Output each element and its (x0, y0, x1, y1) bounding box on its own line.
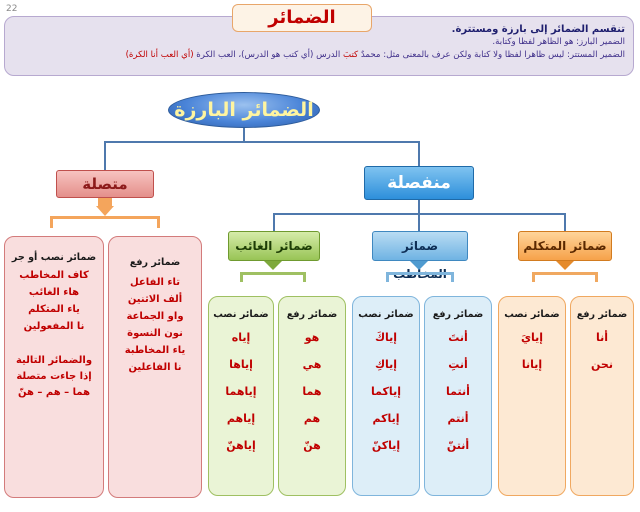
bracket-muttasila (50, 216, 160, 228)
connector-to-mukhatab (418, 213, 420, 231)
muttasila-extra-note: والضمائر التالية إذا جاءت متصلة (15, 355, 93, 382)
column-head: ضمائر نصب أو جر (11, 252, 97, 263)
list-item: إياهنّ (226, 439, 256, 452)
connector-to-ghaib (273, 213, 275, 231)
column-muttasila-raf (108, 236, 202, 498)
list-item: إياهما (225, 385, 257, 398)
column-mutakallim-raf (570, 296, 634, 496)
category-mutakallim: ضمائر المتكلم (518, 231, 612, 261)
list-item: أنتم (447, 412, 469, 425)
list-item: هي (302, 358, 322, 371)
list-item: ياء المخاطبة (124, 345, 186, 356)
category-ghaib: ضمائر الغائب (228, 231, 320, 261)
list-item: نا الفاعلين (128, 362, 182, 373)
list-item: إياها (229, 358, 253, 371)
column-head: ضمائر رفع (129, 257, 181, 268)
column-ghaib-raf (278, 296, 346, 496)
list-item: كاف المخاطب (19, 270, 89, 281)
column-head: ضمائر نصب (213, 309, 269, 320)
connector-to-muttasila (104, 141, 106, 170)
list-item: أنتِ (448, 358, 468, 371)
column-head: ضمائر رفع (432, 309, 484, 320)
bracket-mutakallim (532, 272, 598, 282)
page-number: 22 (6, 4, 18, 14)
list-item: تاء الفاعل (130, 277, 180, 288)
page-title: الضمائر (232, 4, 372, 32)
list-item: هنّ (303, 439, 321, 452)
intro-line-mustatir-verb: كتبَ (343, 50, 359, 60)
arrow-mukhatab (410, 261, 428, 270)
list-item: إيايَ (520, 331, 544, 344)
connector-to-mutakallim (564, 213, 566, 231)
bracket-ghaib (240, 272, 306, 282)
column-mukhatab-raf (424, 296, 492, 496)
list-item: ياء المتكلم (28, 304, 80, 315)
connector-root-horizontal (104, 141, 420, 143)
list-item: هم (303, 412, 321, 425)
root-node-bariza: الضمائر البارزة (168, 92, 320, 128)
connector-munfasila-down (418, 200, 420, 214)
connector-root-down (243, 128, 245, 142)
list-item: أنتنّ (446, 439, 470, 452)
list-item: نحن (591, 358, 613, 371)
arrow-mutakallim (556, 261, 574, 270)
list-item: إياكما (371, 385, 401, 398)
list-item: نا المفعولين (23, 321, 85, 332)
bracket-mukhatab (386, 272, 454, 282)
intro-line-bariz: الضمير البارز: هو الظاهر لفظا وكتابة. (492, 37, 625, 47)
intro-line-mustatir (13, 49, 625, 62)
list-item: أنتَ (448, 331, 468, 344)
muttasila-extra-items: هما – هم – هنّ (17, 387, 91, 398)
list-item: هاء الغائب (28, 287, 80, 298)
list-item: أنا (595, 331, 609, 344)
list-item: هو (304, 331, 320, 344)
column-head: ضمائر نصب (504, 309, 560, 320)
column-head: ضمائر نصب (358, 309, 414, 320)
column-mukhatab-nasb (352, 296, 420, 496)
connector-to-munfasila (418, 141, 420, 166)
list-item: هما (302, 385, 322, 398)
arrow-muttasila-head (96, 206, 114, 216)
intro-heading: تنقسم الضمائر إلى بارزة ومستترة. (451, 24, 625, 35)
intro-line-mustatir-example: (أي العب أنا الكرة) (125, 50, 194, 60)
category-mukhatab: ضمائر المخاطب (372, 231, 468, 261)
intro-line-mustatir-mid: الدرس (أي كتب هو الدرس)، العب الكرة (196, 50, 341, 60)
column-head: ضمائر رفع (286, 309, 338, 320)
list-item: إياكِ (374, 358, 398, 371)
list-item: نون النسوة (127, 328, 183, 339)
intro-line-mustatir-prefix: الضمير المستتر: ليس ظاهرا لفظا ولا كتابة ولكن عرف بالمعنى مثل: محمدٌ (360, 50, 625, 60)
column-mutakallim-nasb (498, 296, 566, 496)
list-item: إيانا (521, 358, 543, 371)
column-ghaib-nasb (208, 296, 274, 496)
column-muttasila-nasb (4, 236, 104, 498)
list-item: أنتما (446, 385, 470, 398)
list-item: إياكم (372, 412, 400, 425)
list-item: إياكَ (374, 331, 398, 344)
list-item: إياكنّ (371, 439, 401, 452)
list-item: واو الجماعة (126, 311, 184, 322)
column-head: ضمائر رفع (576, 309, 628, 320)
branch-munfasila: منفصلة (364, 166, 474, 200)
list-item: إياهم (226, 412, 256, 425)
arrow-ghaib (264, 261, 282, 270)
branch-muttasila: متصلة (56, 170, 154, 198)
arrow-muttasila-down (98, 198, 112, 206)
list-item: ألف الاثنين (127, 294, 183, 305)
list-item: إياه (231, 331, 251, 344)
